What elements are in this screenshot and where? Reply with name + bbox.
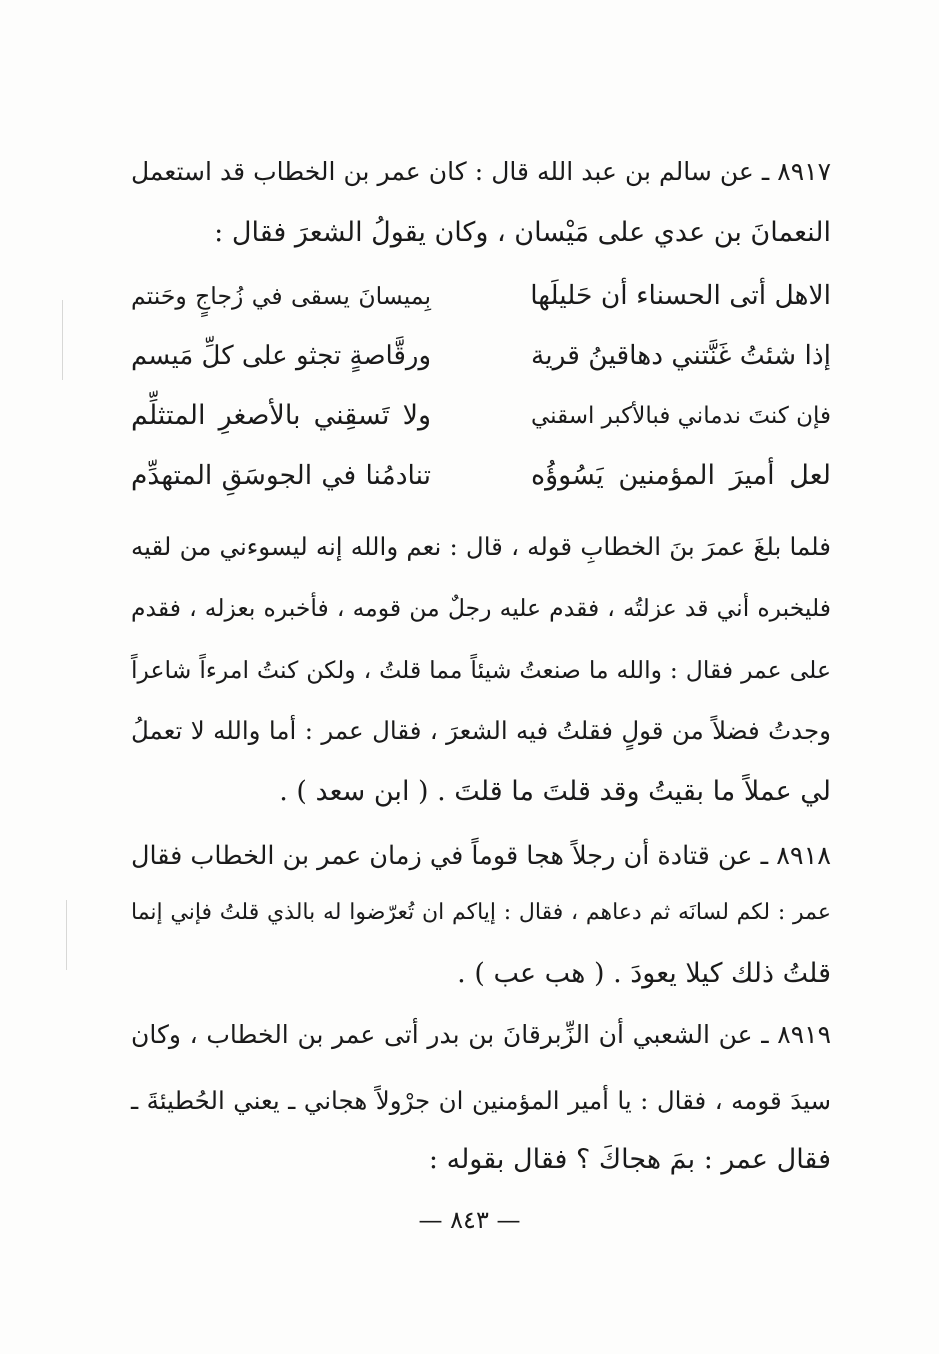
verse-1-first-hemistich: الاهل أتى الحسناء أن حَليلَها [530,280,831,311]
verse-1 [131,276,831,316]
verse-2-second-hemistich: ورقَّاصةٍ تجثو على كلِّ مَيسم [131,341,431,371]
scan-speck [62,300,63,380]
hadith-8917-line-2: النعمانَ بن عدي على مَيْسان ، وكان يقولُ الشعرَ فقال : [214,217,831,248]
verse-3 [131,396,831,436]
hadith-8917-line-1: ٨٩١٧ ـ عن سالم بن عبد الله قال : كان عمر بن الخطاب قد استعمل [131,157,831,186]
narrative-line-5: لي عملاً ما بقيتُ وقد قلتَ ما قلتَ . ( ابن سعد ) . [279,776,831,807]
narrative-line-1: فلما بلغَ عمرَ بنَ الخطابِ قوله ، قال : نعم والله إنه ليسوءني من لقيه [131,532,831,561]
verse-4-first-hemistich: لعل أميرَ المؤمنين يَسُوؤُه [531,460,831,491]
narrative-line-4: وجدتُ فضلاً من قولٍ فقلتُ فيه الشعرَ ، فقال عمر : أما والله لا تعملُ [131,716,831,745]
verse-3-first-hemistich: فإن كنتَ ندماني فبالأكبر اسقني [530,403,831,429]
verse-2 [131,336,831,376]
hadith-8919-line-1: ٨٩١٩ ـ عن الشعبي أن الزِّبرقانَ بن بدر أتى عمر بن الخطاب ، وكان [131,1020,831,1049]
hadith-8918-line-2: عمر : لكم لسانَه ثم دعاهم ، فقال : إياكم ان تُعرّضوا له بالذي قلتُ فإني إنما [131,900,831,925]
verse-3-second-hemistich: ولا تَسقِني بالأصغرِ المتثلِّم [131,400,431,431]
verse-4-second-hemistich: تنادمُنا في الجوسَقِ المتهدِّم [131,460,431,491]
verse-4 [131,456,831,496]
hadith-8918-line-1: ٨٩١٨ ـ عن قتادة أن رجلاً هجا قوماً في زمان عمر بن الخطاب فقال [130,841,831,871]
page-number: — ٨٤٣ — [418,1206,521,1234]
hadith-8919-line-3: فقال عمر : بمَ هجاكَ ؟ فقال بقوله : [428,1144,831,1175]
narrative-line-2: فليخبره أني قد عزلتُه ، فقدم عليه رجلٌ من قومه ، فأخبره بعزله ، فقدم [131,594,831,622]
verse-1-second-hemistich: بِميسانَ يسقى في زُجاجٍ وحَنتم [131,282,431,310]
scan-speck [66,900,67,970]
hadith-8918-line-3: قلتُ ذلك كيلا يعودَ . ( هب عب ) . [457,958,831,989]
narrative-line-3: على عمر فقال : والله ما صنعتُ شيئاً مما قلتُ ، ولكن كنتُ امرءاً شاعراً [131,656,831,684]
verse-2-first-hemistich: إذا شئتُ غَنَّتني دهاقينُ قرية [531,340,831,371]
hadith-8919-line-2: سيدَ قومه ، فقال : يا أمير المؤمنين ان جرْولاً هجاني ـ يعني الحُطيئةَ ـ [131,1086,831,1115]
